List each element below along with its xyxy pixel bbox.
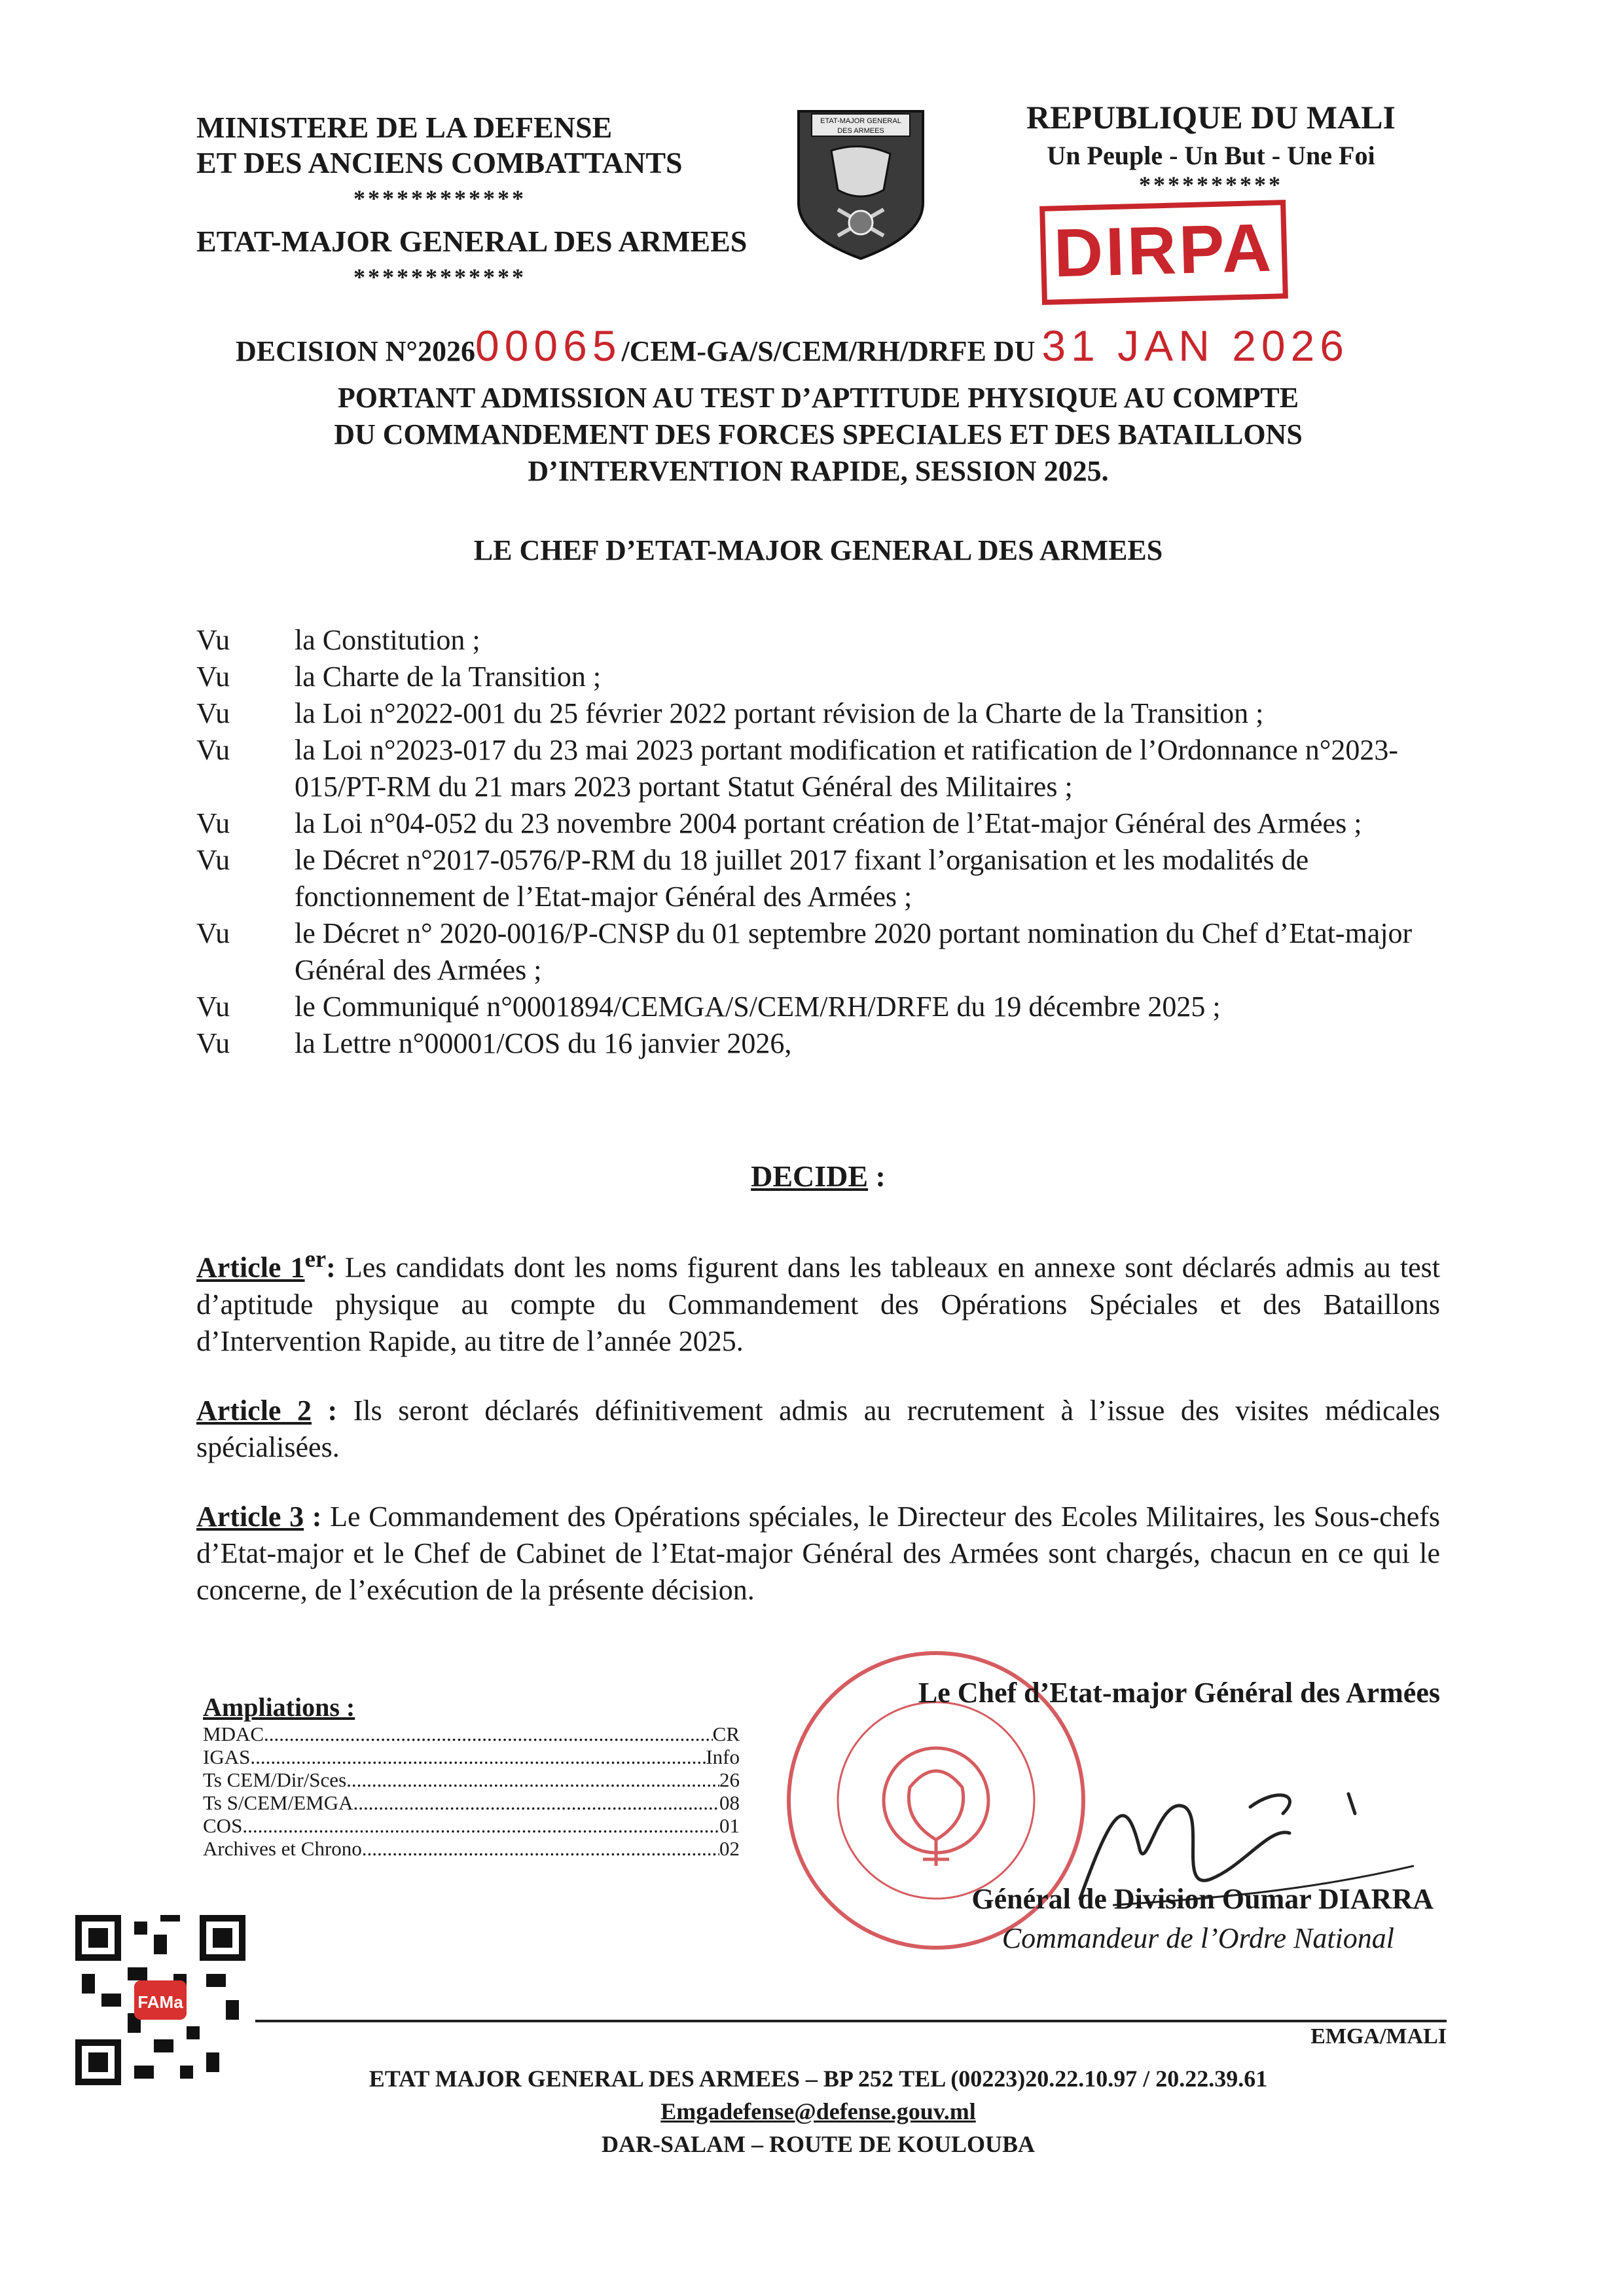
title-line-3: D’INTERVENTION RAPIDE, SESSION 2025. xyxy=(528,455,1109,487)
footer-email-link[interactable]: Emgadefense@defense.gouv.ml xyxy=(660,2098,976,2124)
emblem-text-bottom: DES ARMEES xyxy=(837,127,884,135)
general-staff-line: ETAT-MAJOR GENERAL DES ARMEES xyxy=(196,225,748,258)
list-item xyxy=(203,1745,740,1768)
consideration-text: le Communiqué n°0001894/CEMGA/S/CEM/RH/DRFE du 19 décembre 2025 ; xyxy=(295,991,1221,1023)
decide-heading xyxy=(196,1159,1440,1194)
ampliation-count: 01 xyxy=(719,1814,740,1837)
decide-colon: : xyxy=(868,1159,886,1193)
vu-label: Vu xyxy=(196,697,230,729)
ampliations-title: Ampliations : xyxy=(203,1692,355,1722)
country-name: REPUBLIQUE DU MALI xyxy=(1026,99,1396,136)
consideration-text: la Loi n°04-052 du 23 novembre 2004 portant création de l’Etat-major Général des Armées ; xyxy=(295,807,1362,839)
article-label: Article 1 xyxy=(196,1251,305,1284)
list-item xyxy=(203,1768,740,1791)
ministry-line-1: MINISTERE DE LA DEFENSE xyxy=(196,111,613,144)
ampliation-recipient: IGAS xyxy=(203,1745,251,1768)
title-line-2: DU COMMANDEMENT DES FORCES SPECIALES ET DES BATAILLONS xyxy=(334,418,1303,450)
decision-title xyxy=(196,380,1440,490)
footer-divider xyxy=(255,2020,1447,2022)
ampliation-count: Info xyxy=(706,1745,740,1768)
vu-label: Vu xyxy=(196,991,230,1023)
vu-label: Vu xyxy=(196,734,230,766)
list-item xyxy=(203,1814,740,1837)
article-2 xyxy=(196,1393,1440,1466)
qr-code-icon xyxy=(75,1915,245,2085)
ampliations-list xyxy=(203,1692,740,1860)
article-label: Article 2 xyxy=(196,1394,312,1427)
article-text: Les candidats dont les noms figurent dans les tableaux en annexe sont déclarés admis au test d’aptitude physique au compte du Commandement des Opérations Spéciales et des Bataillons d’Intervention Rapide, au titre de l’année 2025. xyxy=(196,1251,1441,1357)
list-item xyxy=(203,1837,740,1860)
footer-address: ETAT MAJOR GENERAL DES ARMEES – BP 252 TEL (00223)20.22.10.97 / 20.22.39.61 xyxy=(369,2066,1268,2092)
list-item xyxy=(196,915,1453,989)
consideration-text: la Loi n°2022-001 du 25 février 2022 portant révision de la Charte de la Transition ; xyxy=(295,697,1264,729)
footer-code: EMGA/MALI xyxy=(1310,2024,1447,2049)
vu-label: Vu xyxy=(196,1027,230,1059)
article-text: Ils seront déclarés définitivement admis au recrutement à l’issue des visites médicales spécialisées. xyxy=(196,1394,1440,1463)
consideration-text: la Lettre n°00001/COS du 16 janvier 2026, xyxy=(295,1027,792,1059)
signatory-title: Le Chef d’Etat-major Général des Armées xyxy=(918,1677,1440,1709)
ampliation-recipient: MDAC xyxy=(203,1722,264,1745)
list-item xyxy=(196,805,1453,842)
decision-date-stamp: 31 JAN 2026 xyxy=(1041,321,1350,370)
national-motto: Un Peuple - Un But - Une Foi xyxy=(1047,141,1375,170)
consideration-text: la Charte de la Transition ; xyxy=(295,661,602,693)
ampliation-recipient: Archives et Chrono xyxy=(203,1837,362,1860)
ministry-line-2: ET DES ANCIENS COMBATTANTS xyxy=(196,146,683,179)
decision-reference-code: /CEM-GA/S/CEM/RH/DRFE DU xyxy=(621,335,1036,367)
consideration-text: le Décret n°2017-0576/P-RM du 18 juillet 2017 fixant l’organisation et les modalités de fonctionnement de l’Etat-major Général des Armées ; xyxy=(295,844,1309,913)
decision-number-stamp: 00065 xyxy=(475,321,622,370)
articles xyxy=(196,1241,1440,1641)
article-3 xyxy=(196,1499,1440,1609)
article-separator: : xyxy=(304,1500,331,1533)
list-item xyxy=(203,1791,740,1814)
article-1 xyxy=(196,1241,1440,1360)
signatory-distinction: Commandeur de l’Ordre National xyxy=(1001,1922,1394,1954)
list-item xyxy=(196,732,1453,805)
republic-stars: ********** xyxy=(1139,172,1283,198)
list-item xyxy=(196,695,1453,732)
qr-logo-label: FAMa xyxy=(137,1992,183,2012)
footer xyxy=(196,2062,1440,2160)
vu-label: Vu xyxy=(196,807,230,839)
army-general-staff-emblem-icon xyxy=(792,105,929,262)
consideration-text: le Décret n° 2020-0016/P-CNSP du 01 septembre 2020 portant nomination du Chef d’Etat-major Général des Armées ; xyxy=(295,917,1413,986)
list-item xyxy=(196,622,1453,659)
article-label-superscript: er xyxy=(304,1245,327,1272)
article-separator: : xyxy=(326,1251,345,1284)
dirpa-stamp: DIRPA xyxy=(1039,200,1288,305)
general-staff-stars: ************ xyxy=(353,264,526,290)
ampliation-count: 08 xyxy=(719,1791,740,1814)
article-separator: : xyxy=(312,1394,353,1427)
ampliation-count: CR xyxy=(712,1722,740,1745)
ampliation-count: 02 xyxy=(719,1837,740,1860)
footer-location: DAR-SALAM – ROUTE DE KOULOUBA xyxy=(601,2131,1036,2157)
ampliation-count: 26 xyxy=(719,1768,740,1791)
decision-reference xyxy=(236,321,1349,371)
ampliation-recipient: Ts S/CEM/EMGA xyxy=(203,1791,353,1814)
republic-header xyxy=(1008,98,1414,198)
list-item xyxy=(196,1025,1453,1062)
consideration-text: la Constitution ; xyxy=(295,624,480,656)
list-item xyxy=(196,989,1453,1025)
list-item xyxy=(196,842,1453,915)
authority-heading: LE CHEF D’ETAT-MAJOR GENERAL DES ARMEES xyxy=(473,534,1163,566)
vu-label: Vu xyxy=(196,661,230,693)
list-item xyxy=(203,1722,740,1745)
ministry-header xyxy=(196,110,747,295)
vu-label: Vu xyxy=(196,844,230,876)
ampliation-recipient: Ts CEM/Dir/Sces xyxy=(203,1768,347,1791)
article-label: Article 3 xyxy=(196,1500,304,1533)
signatory-name: Général de Division Oumar DIARRA xyxy=(971,1883,1434,1915)
vu-label: Vu xyxy=(196,917,230,949)
title-line-1: PORTANT ADMISSION AU TEST D’APTITUDE PHYSIQUE AU COMPTE xyxy=(337,382,1299,414)
considerations-list xyxy=(196,622,1453,1062)
ampliation-recipient: COS xyxy=(203,1814,243,1837)
article-text: Le Commandement des Opérations spéciales, le Directeur des Ecoles Militaires, les Sous-chefs d’Etat-major et le Chef de Cabinet de l’Etat-major Général des Armées sont chargés, chacun en ce qui le concerne, de l’exécution de la présente décision. xyxy=(196,1500,1441,1606)
consideration-text: la Loi n°2023-017 du 23 mai 2023 portant modification et ratification de l’Ordonnance n°2023-015/PT-RM du 21 mars 2023 portant Statut Général des Militaires ; xyxy=(295,734,1398,803)
decision-prefix: DECISION N°2026 xyxy=(236,335,475,367)
ministry-stars: ************ xyxy=(353,185,526,211)
list-item xyxy=(196,659,1453,695)
emblem-text-top: ETAT-MAJOR GENERAL xyxy=(820,117,901,125)
vu-label: Vu xyxy=(196,624,230,656)
decide-label: DECIDE xyxy=(751,1159,869,1193)
